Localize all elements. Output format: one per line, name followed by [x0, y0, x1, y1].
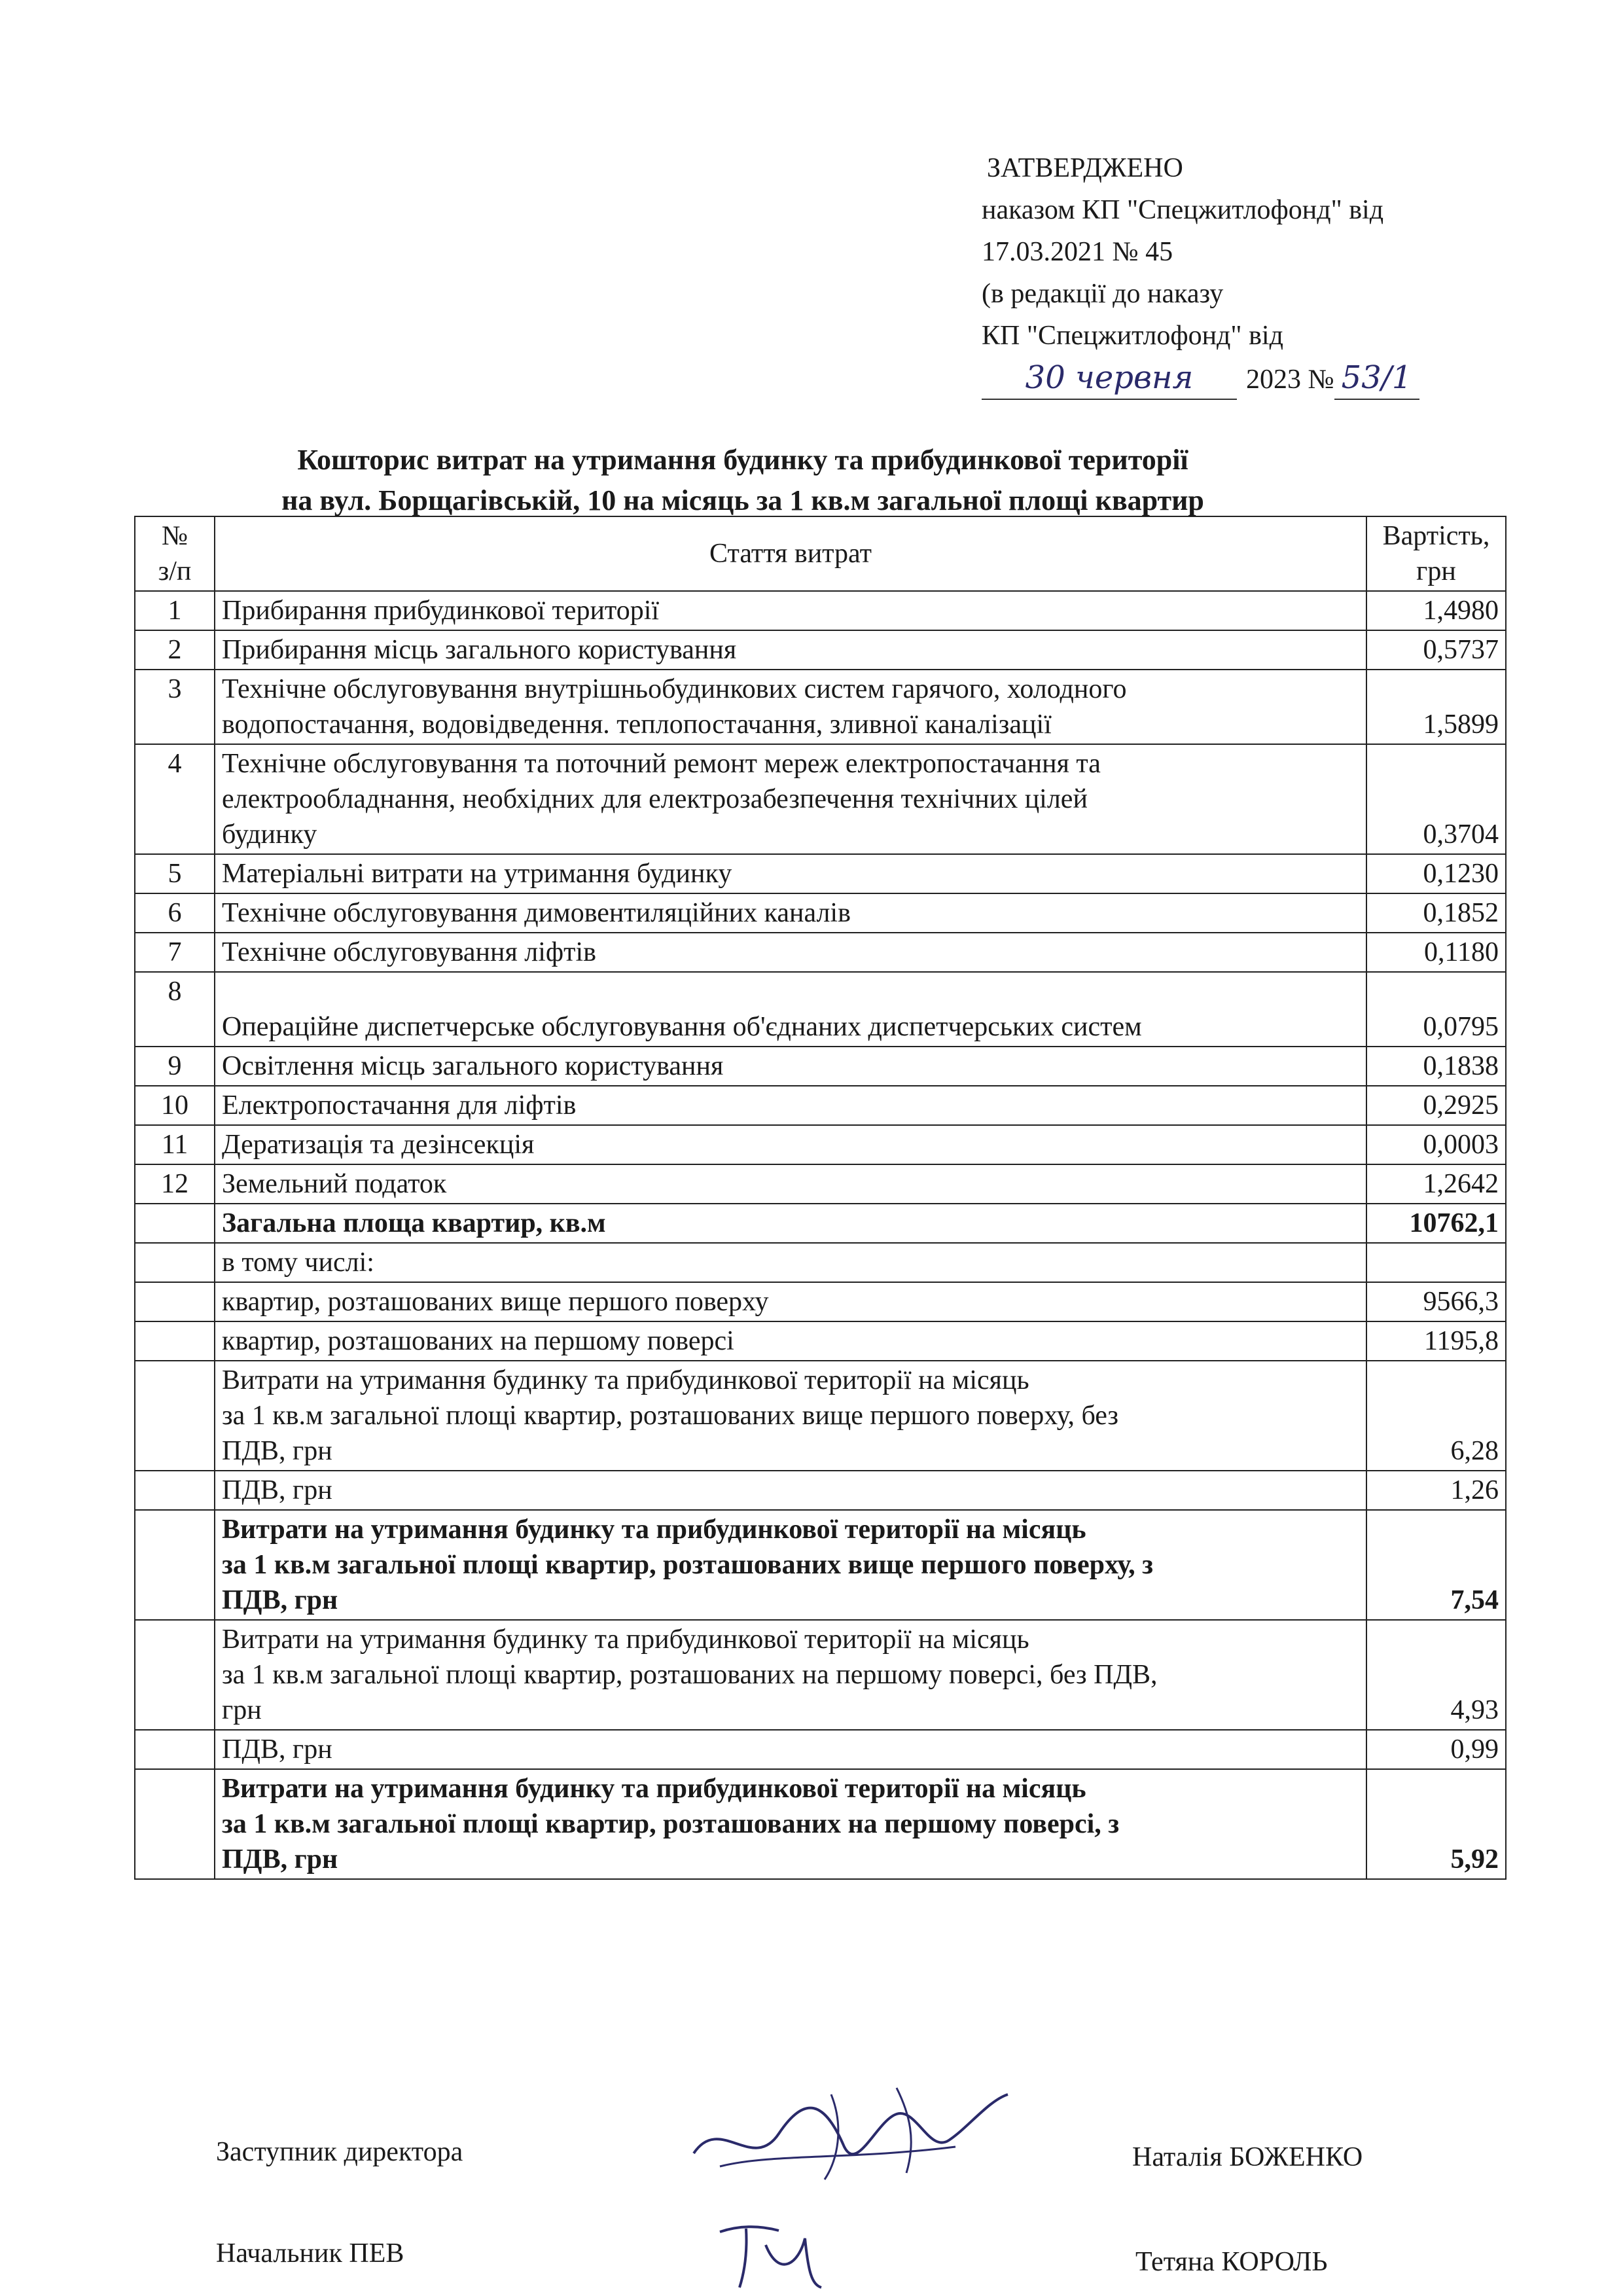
row-item-line: за 1 кв.м загальної площі квартир, розташованих вище першого поверху, з — [222, 1550, 1154, 1580]
row-number: 11 — [135, 1125, 215, 1164]
row-item-line: ПДВ, грн — [222, 1436, 332, 1466]
table-row — [135, 1125, 1506, 1164]
row-value: 1,5899 — [1366, 670, 1506, 744]
row-number — [135, 1620, 215, 1730]
row-item — [215, 933, 1366, 972]
table-row — [135, 1730, 1506, 1769]
row-item — [215, 591, 1366, 630]
row-number — [135, 1204, 215, 1243]
row-item-line: Операційне диспетчерське обслуговування об'єднаних диспетчерських систем — [222, 1012, 1142, 1042]
table-row — [135, 854, 1506, 893]
table-row — [135, 1164, 1506, 1204]
row-number — [135, 1471, 215, 1510]
row-number — [135, 1730, 215, 1769]
approval-order-line: наказом КП "Спецжитлофонд" від — [982, 195, 1384, 225]
row-item — [215, 1047, 1366, 1086]
row-number: 8 — [135, 972, 215, 1047]
row-number: 6 — [135, 893, 215, 933]
row-item-line: Прибирання прибудинкової території — [222, 596, 660, 626]
row-number — [135, 1282, 215, 1321]
row-item-line: Технічне обслуговування ліфтів — [222, 937, 596, 967]
row-number: 4 — [135, 744, 215, 854]
row-item-line: Електропостачання для ліфтів — [222, 1090, 577, 1121]
row-value: 0,1230 — [1366, 854, 1506, 893]
row-item-line: Витрати на утримання будинку та прибудинкової території на місяць — [222, 1515, 1086, 1545]
row-item — [215, 1769, 1366, 1879]
row-item-line: квартир, розташованих на першому поверсі — [222, 1326, 734, 1356]
row-number: 12 — [135, 1164, 215, 1204]
row-number: 3 — [135, 670, 215, 744]
table-row — [135, 893, 1506, 933]
table-row — [135, 1204, 1506, 1243]
row-value: 0,1838 — [1366, 1047, 1506, 1086]
row-value: 5,92 — [1366, 1769, 1506, 1879]
row-item-line: в тому числі: — [222, 1247, 374, 1278]
row-value: 6,28 — [1366, 1361, 1506, 1471]
row-value: 0,3704 — [1366, 744, 1506, 854]
row-item — [215, 744, 1366, 854]
row-item-line: Витрати на утримання будинку та прибудинкової території на місяць — [222, 1774, 1086, 1804]
row-value: 9566,3 — [1366, 1282, 1506, 1321]
row-item-line: ПДВ, грн — [222, 1585, 338, 1615]
cost-table — [134, 516, 1507, 1880]
row-item-line: за 1 кв.м загальної площі квартир, розташованих на першому поверсі, без ПДВ, — [222, 1660, 1158, 1690]
row-item-line: Технічне обслуговування та поточний ремонт мереж електропостачання та — [222, 749, 1101, 779]
row-item-line: Загальна площа квартир, кв.м — [222, 1208, 606, 1238]
row-value: 10762,1 — [1366, 1204, 1506, 1243]
row-number — [135, 1510, 215, 1620]
row-item — [215, 1164, 1366, 1204]
approval-heading: ЗАТВЕРДЖЕНО — [987, 153, 1183, 183]
row-value: 1195,8 — [1366, 1321, 1506, 1361]
header-number: № з/п — [135, 516, 215, 591]
row-number — [135, 1769, 215, 1879]
table-row — [135, 1361, 1506, 1471]
title-line-1: Кошторис витрат на утримання будинку та прибудинкової території — [297, 444, 1188, 476]
row-item-line: водопостачання, водовідведення. теплопостачання, зливної каналізації — [222, 709, 1052, 740]
row-item-line: Земельний податок — [222, 1169, 447, 1199]
table-row — [135, 1282, 1506, 1321]
table-row — [135, 744, 1506, 854]
table-row — [135, 630, 1506, 670]
row-item — [215, 893, 1366, 933]
handwritten-signature-2 — [707, 2206, 838, 2291]
table-row — [135, 1321, 1506, 1361]
row-item-line: грн — [222, 1695, 262, 1725]
table-row — [135, 1243, 1506, 1282]
signatory-name-korol: Тетяна КОРОЛЬ — [1135, 2247, 1328, 2277]
row-item-line: квартир, розташованих вище першого поверху — [222, 1287, 769, 1317]
row-item — [215, 1471, 1366, 1510]
row-item — [215, 1361, 1366, 1471]
header-item: Стаття витрат — [215, 516, 1366, 591]
document-title — [131, 440, 1355, 521]
row-item-line: ПДВ, грн — [222, 1734, 332, 1765]
row-item — [215, 1243, 1366, 1282]
row-value: 0,99 — [1366, 1730, 1506, 1769]
title-line-2: на вул. Борщагівській, 10 на місяць за 1 кв.м загальної площі квартир — [281, 484, 1204, 516]
table-row — [135, 1471, 1506, 1510]
row-item — [215, 1204, 1366, 1243]
row-value: 7,54 — [1366, 1510, 1506, 1620]
row-item-line: будинку — [222, 819, 317, 850]
row-item — [215, 1321, 1366, 1361]
row-value: 0,1852 — [1366, 893, 1506, 933]
row-value: 1,2642 — [1366, 1164, 1506, 1204]
table-row — [135, 1769, 1506, 1879]
row-item-line: Дератизація та дезінсекція — [222, 1130, 535, 1160]
row-number: 7 — [135, 933, 215, 972]
row-item-line: електрообладнання, необхідних для електрозабезпечення технічних цілей — [222, 784, 1088, 814]
row-item — [215, 1086, 1366, 1125]
table-row — [135, 591, 1506, 630]
row-item — [215, 1125, 1366, 1164]
handwritten-order-number: 53/1 — [1334, 357, 1419, 400]
handwritten-date: 30 червня — [982, 357, 1237, 400]
handwritten-signature-1 — [681, 2075, 1021, 2186]
table-row — [135, 972, 1506, 1047]
row-number: 9 — [135, 1047, 215, 1086]
row-item — [215, 630, 1366, 670]
row-item-line: Прибирання місць загального користування — [222, 635, 737, 665]
signatory-name-bozhenko: Наталія БОЖЕНКО — [1132, 2142, 1363, 2172]
table-row — [135, 1086, 1506, 1125]
row-number — [135, 1361, 215, 1471]
row-number — [135, 1321, 215, 1361]
row-item — [215, 1282, 1366, 1321]
approval-order-date: 17.03.2021 № 45 — [982, 237, 1173, 267]
row-number: 5 — [135, 854, 215, 893]
row-value: 4,93 — [1366, 1620, 1506, 1730]
table-row — [135, 1510, 1506, 1620]
row-item-line: Технічне обслуговування димовентиляційних каналів — [222, 898, 851, 928]
row-item — [215, 972, 1366, 1047]
row-number: 2 — [135, 630, 215, 670]
header-cost: Вартість, грн — [1366, 516, 1506, 591]
table-row — [135, 1047, 1506, 1086]
signatory-title-deputy-director: Заступник директора — [216, 2137, 463, 2167]
table-row — [135, 933, 1506, 972]
row-number: 1 — [135, 591, 215, 630]
row-item — [215, 1730, 1366, 1769]
row-value: 0,0003 — [1366, 1125, 1506, 1164]
table-row — [135, 670, 1506, 744]
row-value: 1,4980 — [1366, 591, 1506, 630]
row-value: 0,5737 — [1366, 630, 1506, 670]
approval-edition-date-line — [982, 357, 1505, 401]
row-item — [215, 1510, 1366, 1620]
row-value: 0,1180 — [1366, 933, 1506, 972]
row-item-line: за 1 кв.м загальної площі квартир, розташованих вище першого поверху, без — [222, 1401, 1119, 1431]
approval-edition-org: КП "Спецжитлофонд" від — [982, 321, 1283, 351]
row-item-line: Технічне обслуговування внутрішньобудинкових систем гарячого, холодного — [222, 674, 1127, 704]
table-row — [135, 1620, 1506, 1730]
row-item-line: ПДВ, грн — [222, 1844, 338, 1874]
row-value: 0,0795 — [1366, 972, 1506, 1047]
row-item-line: Витрати на утримання будинку та прибудинкової території на місяць — [222, 1365, 1029, 1395]
approval-year-label: 2023 № — [1246, 365, 1334, 395]
row-value: 0,2925 — [1366, 1086, 1506, 1125]
row-value — [1366, 1243, 1506, 1282]
row-item — [215, 854, 1366, 893]
row-item-line: за 1 кв.м загальної площі квартир, розташованих на першому поверсі, з — [222, 1809, 1120, 1839]
row-item-line: Освітлення місць загального користування — [222, 1051, 724, 1081]
row-number: 10 — [135, 1086, 215, 1125]
row-item-line: ПДВ, грн — [222, 1475, 332, 1505]
row-item — [215, 1620, 1366, 1730]
row-item-line: Матеріальні витрати на утримання будинку — [222, 859, 732, 889]
row-number — [135, 1243, 215, 1282]
approval-edition-line: (в редакції до наказу — [982, 279, 1224, 309]
signatory-title-head-pev: Начальник ПЕВ — [216, 2238, 404, 2269]
row-value: 1,26 — [1366, 1471, 1506, 1510]
row-item-line: Витрати на утримання будинку та прибудинкової території на місяць — [222, 1624, 1029, 1655]
row-item — [215, 670, 1366, 744]
table-header-row — [135, 516, 1506, 591]
approval-block — [982, 147, 1505, 401]
